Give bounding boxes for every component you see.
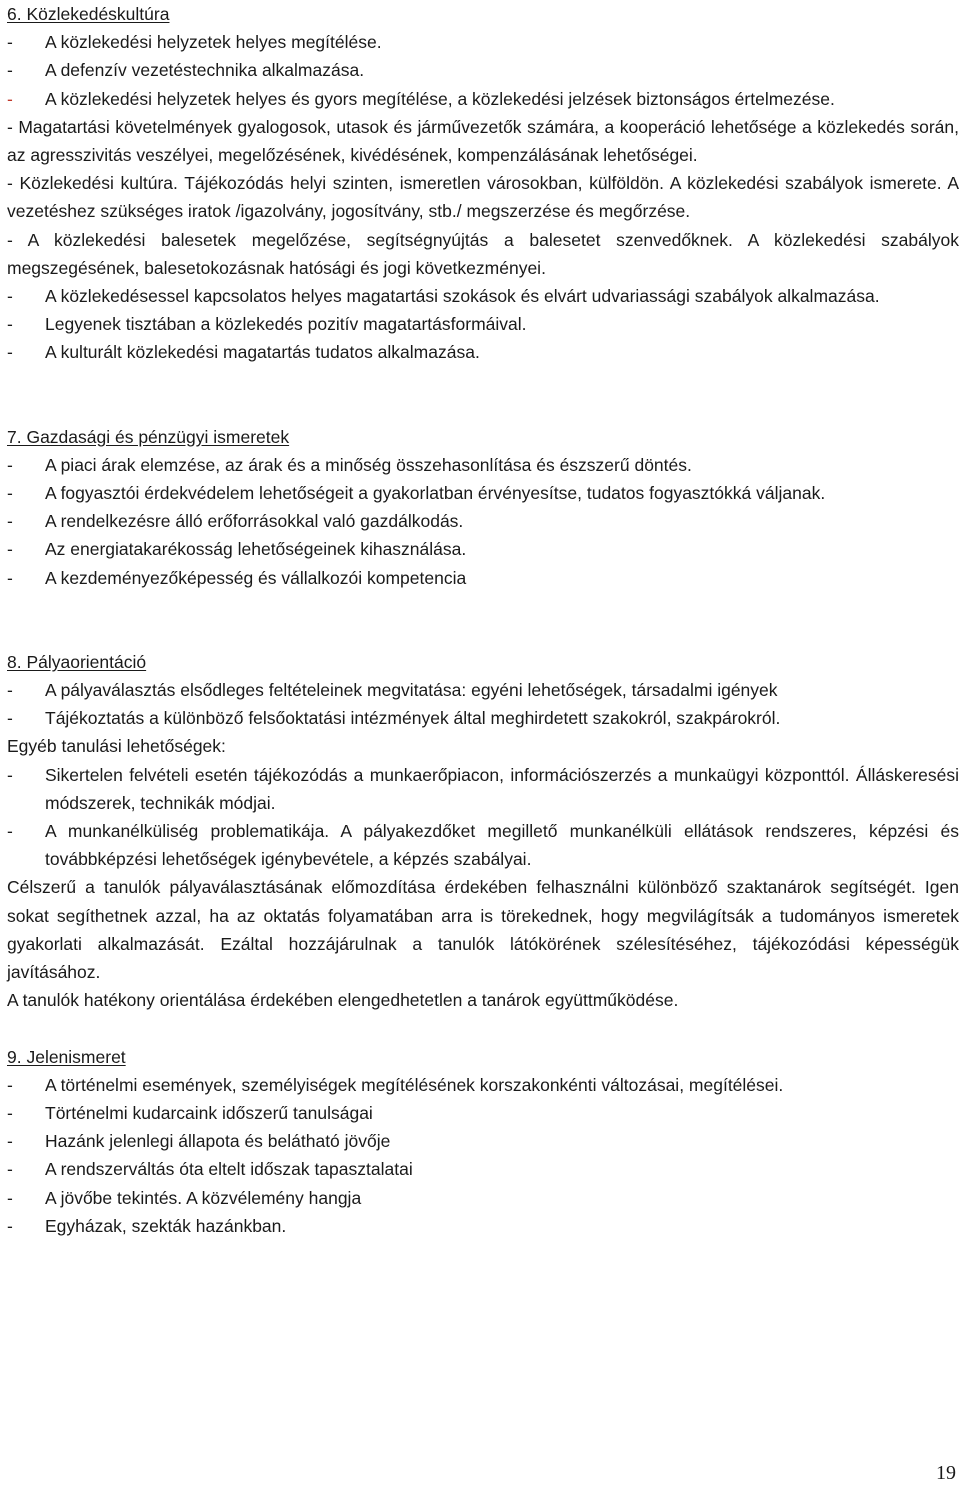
section-9-heading: 9. Jelenismeret <box>7 1046 126 1067</box>
list-item-text: Az energiatakarékosság lehetőségeinek kihasználása. <box>45 539 467 560</box>
bullet-dash: - <box>7 60 13 81</box>
list-item <box>7 310 959 338</box>
list-item-text: A fogyasztói érdekvédelem lehetőségeit a gyakorlatban érvényesítse, tudatos fogyasztókká váljanak. <box>45 483 826 504</box>
list-item <box>7 282 959 310</box>
list-item-text: Sikertelen felvételi esetén tájékozódás a munkaerőpiacon, információszerzés a munkaügyi központtól. Álláskeresési módszerek, technikák módjai. <box>45 764 959 813</box>
paragraph: Célszerű a tanulók pályaválasztásának előmozdítása érdekében felhasználni különböző szaktanárok segítségét. Igen sokat segíthetnek azzal, ha az oktatás folyamatában arra is törekednek, hogy megvilágítsák a tudományos ismeretek gyakorlati alkalmazását. Ezáltal hozzájárulnak a tanulók látókörének szélesítéséhez, tájékozódási képességük javításához. <box>7 877 959 983</box>
list-item <box>7 338 959 366</box>
bullet-dash: - <box>7 764 13 785</box>
list-item-text: A piaci árak elemzése, az árak és a minőség összehasonlítása és észszerű döntés. <box>45 454 692 475</box>
page-number: 19 <box>936 1462 956 1484</box>
list-item-text: A közlekedési helyzetek helyes és gyors megítélése, a közlekedési jelzések biztonságos értelmezése. <box>45 88 835 109</box>
list-item <box>7 704 959 732</box>
bullet-dash: - <box>7 680 13 701</box>
bullet-dash: - <box>7 314 13 335</box>
list-item <box>7 1071 959 1099</box>
bullet-dash: - <box>7 454 13 475</box>
list-item <box>7 28 959 56</box>
list-item-text: A rendszerváltás óta eltelt időszak tapasztalatai <box>45 1159 413 1180</box>
bullet-dash: - <box>7 1187 13 1208</box>
section-spacer <box>7 1015 959 1043</box>
list-item <box>7 451 959 479</box>
bullet-dash: - <box>7 32 13 53</box>
list-item-text: A pályaválasztás elsődleges feltételeinek megvitatása: egyéni lehetőségek, társadalmi igények <box>45 680 778 701</box>
paragraph: - Magatartási követelmények gyalogosok, utasok és járművezetők számára, a kooperáció lehetősége a közlekedés során, az agresszivitás veszélyei, megelőzésének, kivédésének, kompenzálásának lehetőségei. <box>7 116 959 166</box>
list-item <box>7 761 959 817</box>
bullet-dash: - <box>7 511 13 532</box>
list-item-text: A közlekedésessel kapcsolatos helyes magatartási szokások és elvárt udvariassági szabályok alkalmazása. <box>45 286 880 307</box>
bullet-dash: - <box>7 88 13 109</box>
paragraph: - A közlekedési balesetek megelőzése, segítségnyújtás a balesetet szenvedőknek. A közlekedési szabályok megszegésének, balesetokozásnak hatósági és jogi következményei. <box>7 229 959 278</box>
subheading: Egyéb tanulási lehetőségek: <box>7 736 226 757</box>
bullet-dash: - <box>7 539 13 560</box>
bullet-dash: - <box>7 1159 13 1180</box>
section-spacer <box>7 367 959 423</box>
list-item-text: Hazánk jelenlegi állapota és belátható jövője <box>45 1131 391 1152</box>
bullet-dash: - <box>7 1074 13 1095</box>
bullet-dash: - <box>7 1102 13 1123</box>
bullet-dash: - <box>7 286 13 307</box>
list-item-text: A kezdeményezőképesség és vállalkozói kompetencia <box>45 567 467 588</box>
list-item <box>7 564 959 592</box>
list-item <box>7 535 959 563</box>
list-item-text: A történelmi események, személyiségek megítélésének korszakonkénti változásai, megítélései. <box>45 1074 784 1095</box>
list-item-text: A rendelkezésre álló erőforrásokkal való gazdálkodás. <box>45 511 464 532</box>
bullet-dash: - <box>7 342 13 363</box>
document-page <box>7 0 959 1240</box>
list-item <box>7 56 959 84</box>
bullet-dash: - <box>7 708 13 729</box>
bullet-dash: - <box>7 1215 13 1236</box>
list-item-text: A közlekedési helyzetek helyes megítélése. <box>45 32 382 53</box>
paragraph: A tanulók hatékony orientálása érdekében elengedhetetlen a tanárok együttműködése. <box>7 990 679 1011</box>
list-item-text: A jövőbe tekintés. A közvélemény hangja <box>45 1187 362 1208</box>
section-7-heading: 7. Gazdasági és pénzügyi ismeretek <box>7 426 290 447</box>
bullet-dash: - <box>7 821 13 842</box>
list-item-text: Tájékoztatás a különböző felsőoktatási intézmények által meghirdetett szakokról, szakpárokról. <box>45 708 781 729</box>
section-6-heading: 6. Közlekedéskultúra <box>7 4 170 24</box>
list-item-text: Történelmi kudarcaink időszerű tanulságai <box>45 1102 373 1123</box>
section-spacer <box>7 592 959 648</box>
list-item <box>7 1212 959 1240</box>
list-item <box>7 1184 959 1212</box>
list-item <box>7 507 959 535</box>
list-item <box>7 479 959 507</box>
list-item <box>7 817 959 873</box>
paragraph: - Közlekedési kultúra. Tájékozódás helyi szinten, ismeretlen városokban, külföldön. A közlekedési szabályok ismerete. A vezetéshez szükséges iratok /igazolvány, jogosítvány, stb./ megszerzése és megőrzése. <box>7 173 959 222</box>
list-item-text: Legyenek tisztában a közlekedés pozitív magatartásformáival. <box>45 314 527 335</box>
list-item <box>7 1099 959 1127</box>
bullet-dash: - <box>7 483 13 504</box>
list-item-text: A munkanélküliség problematikája. A pályakezdőket megillető munkanélküli ellátások rendszeres, képzési és továbbképzési lehetőségek igénybevétele, a képzés szabályai. <box>45 821 959 870</box>
list-item <box>7 1127 959 1155</box>
bullet-dash: - <box>7 567 13 588</box>
list-item-text: Egyházak, szekták hazánkban. <box>45 1215 287 1236</box>
section-8-heading: 8. Pályaorientáció <box>7 651 147 672</box>
list-item <box>7 676 959 704</box>
list-item-text: A defenzív vezetéstechnika alkalmazása. <box>45 60 365 81</box>
bullet-dash: - <box>7 1131 13 1152</box>
list-item-text: A kulturált közlekedési magatartás tudatos alkalmazása. <box>45 342 480 363</box>
list-item <box>7 1155 959 1183</box>
list-item <box>7 85 959 113</box>
